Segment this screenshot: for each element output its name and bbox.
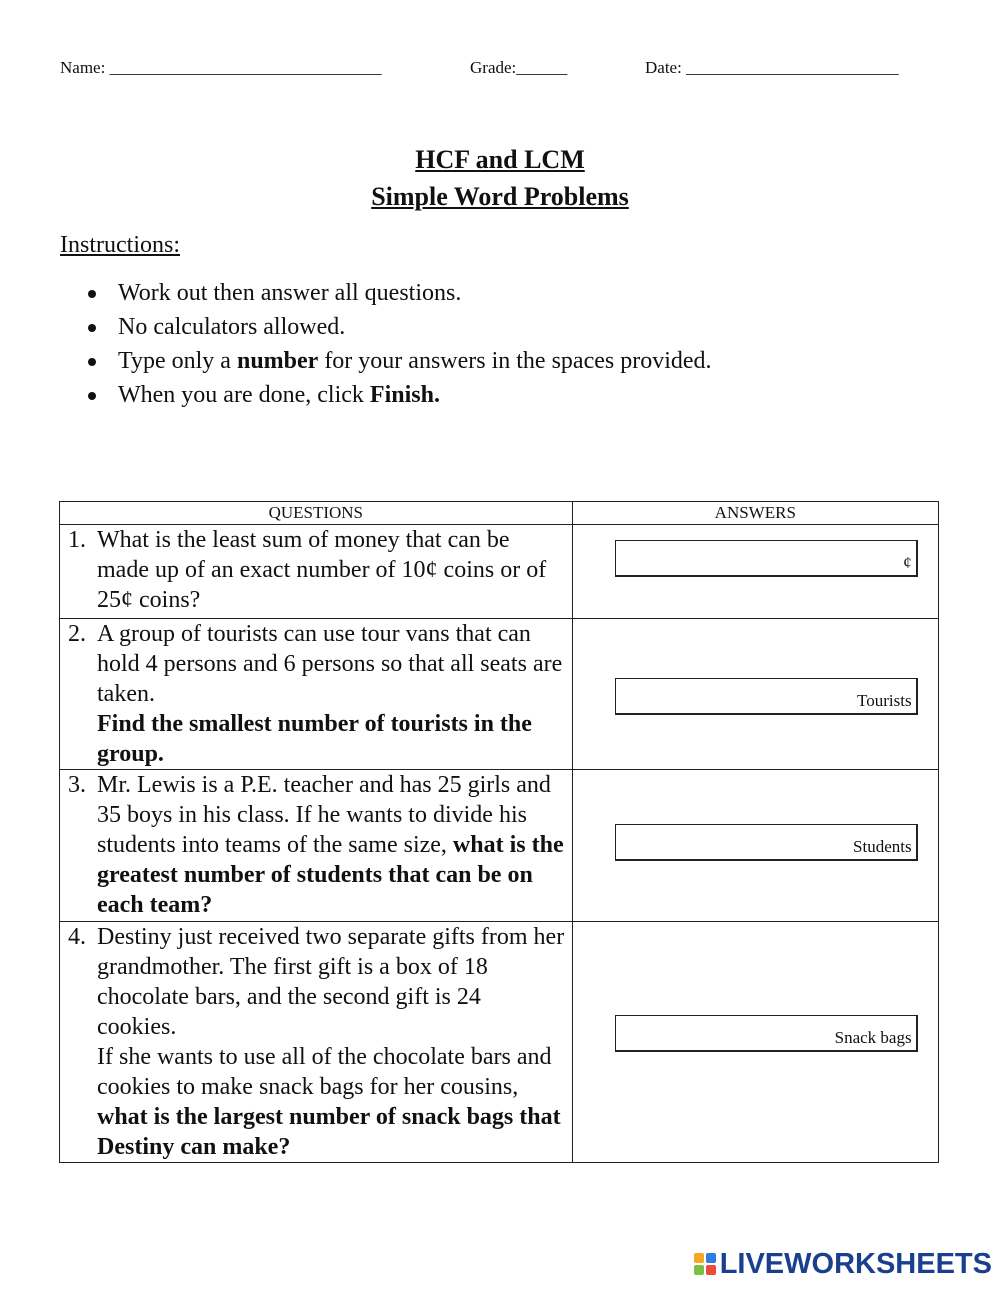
instruction-text: for your answers in the spaces provided. xyxy=(318,348,712,374)
answer-cell xyxy=(572,525,938,619)
instruction-bold: Finish. xyxy=(369,382,440,408)
answer-input-2[interactable] xyxy=(615,678,918,715)
question-cell xyxy=(60,619,573,770)
question-body: What is the least sum of money that can be made up of an exact number of 10¢ coins or of 25¢ coins? xyxy=(97,527,547,613)
instruction-text: Type only a xyxy=(118,348,237,374)
liveworksheets-logo-icon xyxy=(694,1253,716,1275)
instructions-list xyxy=(88,278,712,414)
answer-unit: Students xyxy=(853,837,912,856)
answer-input-1[interactable] xyxy=(615,540,918,577)
grade-field: Grade:______ xyxy=(470,58,568,77)
answer-input-4[interactable] xyxy=(615,1015,918,1052)
instruction-text: Work out then answer all questions. xyxy=(118,280,462,306)
instruction-item xyxy=(88,278,712,312)
answer-unit: Snack bags xyxy=(834,1028,912,1047)
question-text xyxy=(97,619,572,769)
instruction-text: When you are done, click xyxy=(118,382,370,408)
answer-unit: Tourists xyxy=(857,691,912,710)
page-subtitle: Simple Word Problems xyxy=(371,182,629,211)
question-bold: what is the greatest number of students that can be on each team? xyxy=(97,832,564,918)
page-title: HCF and LCM xyxy=(415,145,585,174)
question-number: 4. xyxy=(68,924,86,950)
question-text xyxy=(97,770,572,920)
instruction-bold: number xyxy=(236,348,319,374)
answer-cell xyxy=(572,922,938,1163)
liveworksheets-logo xyxy=(694,1247,992,1281)
question-body: If she wants to use all of the chocolate bars and cookies to make snack bags for her cousins, xyxy=(97,1044,552,1100)
question-bold: what is the largest number of snack bags that Destiny can make? xyxy=(97,1104,561,1160)
table-header-row xyxy=(60,502,939,525)
bullet-icon xyxy=(88,324,96,332)
table-row xyxy=(60,525,939,619)
bullet-icon xyxy=(88,290,96,298)
table-row xyxy=(60,922,939,1163)
question-number: 3. xyxy=(68,772,86,798)
bullet-icon xyxy=(88,392,96,400)
question-body: Destiny just received two separate gifts from her grandmother. The first gift is a box of 18 chocolate bars, and the second gift is 24 cookies. xyxy=(97,924,565,1040)
instruction-item xyxy=(88,312,712,346)
question-text xyxy=(97,922,572,1162)
answer-cell xyxy=(572,619,938,770)
question-body: Mr. Lewis is a P.E. teacher and has 25 girls and 35 boys in his class. If he wants to divide his students into teams of the same size, xyxy=(97,772,551,858)
answer-unit: ¢ xyxy=(903,553,912,572)
question-text xyxy=(97,525,572,615)
question-cell xyxy=(60,770,573,922)
date-field: Date: _________________________ xyxy=(645,58,899,77)
questions-column-header: QUESTIONS xyxy=(60,502,573,525)
name-field: Name: ________________________________ xyxy=(60,58,382,77)
question-number: 2. xyxy=(68,621,86,647)
instruction-text: No calculators allowed. xyxy=(118,314,346,340)
answer-cell xyxy=(572,770,938,922)
answer-input-3[interactable] xyxy=(615,824,918,861)
bullet-icon xyxy=(88,358,96,366)
table-row xyxy=(60,770,939,922)
question-body: A group of tourists can use tour vans that can hold 4 persons and 6 persons so that all seats are taken. xyxy=(97,621,563,707)
instruction-item xyxy=(88,346,712,380)
table-row xyxy=(60,619,939,770)
questions-table xyxy=(59,501,939,1163)
instructions-heading: Instructions: xyxy=(60,232,180,258)
question-number: 1. xyxy=(68,527,86,553)
question-cell xyxy=(60,525,573,619)
logo-text: LIVEWORKSHEETS xyxy=(719,1247,992,1280)
answers-column-header: ANSWERS xyxy=(572,502,938,525)
question-bold: Find the smallest number of tourists in the group. xyxy=(97,711,532,767)
question-cell xyxy=(60,922,573,1163)
instruction-item xyxy=(88,380,712,414)
